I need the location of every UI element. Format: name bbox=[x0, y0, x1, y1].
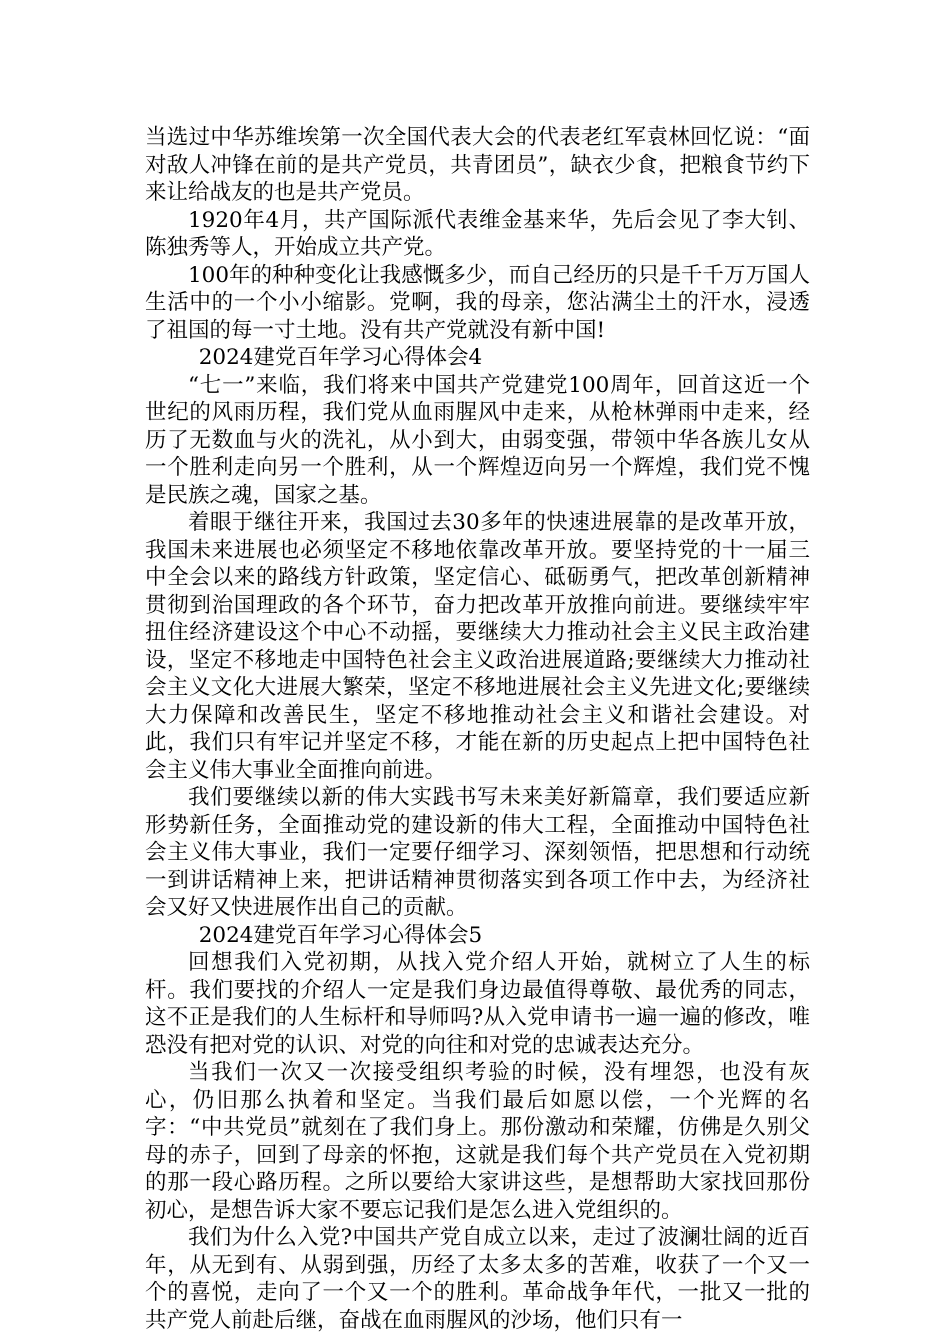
document-page bbox=[145, 124, 810, 1334]
paragraph: 我们为什么入党?中国共产党自成立以来，走过了波澜壮阔的近百年，从无到有、从弱到强，历经了太多太多的苦难，收获了一个又一个的喜悦，走向了一个又一个的胜利。革命战争年代，一批又一批的共产党人前赴后继，奋战在血雨腥风的沙场，他们只有一 bbox=[145, 1225, 810, 1333]
paragraph: “七一”来临，我们将来中国共产党建党100周年，回首这近一个世纪的风雨历程，我们党从血雨腥风中走来，从枪林弹雨中走来，经历了无数血与火的洗礼，从小到大，由弱变强，带领中华各族儿女从一个胜利走向另一个胜利，从一个辉煌迈向另一个辉煌，我们党不愧是民族之魂，国家之基。 bbox=[145, 372, 810, 508]
paragraph: 着眼于继往开来，我国过去30多年的快速进展靠的是改革开放，我国未来进展也必须坚定不移地依靠改革开放。要坚持党的十一届三中全会以来的路线方针政策，坚定信心、砥砺勇气，把改革创新精神贯彻到治国理政的各个环节，奋力把改革开放推向前进。要继续牢牢扭住经济建设这个中心不动摇，要继续大力推动社会主义民主政治建设，坚定不移地走中国特色社会主义政治进展道路;要继续大力推动社会主义文化大进展大繁荣，坚定不移地进展社会主义先进文化;要继续大力保障和改善民生，坚定不移地推动社会主义和谐社会建设。对此，我们只有牢记并坚定不移，才能在新的历史起点上把中国特色社会主义伟大事业全面推向前进。 bbox=[145, 510, 810, 783]
paragraph: 100年的种种变化让我感慨多少，而自己经历的只是千千万万国人生活中的一个小小缩影。党啊，我的母亲，您沾满尘土的汗水，浸透了祖国的每一寸土地。没有共产党就没有新中国! bbox=[145, 262, 810, 343]
paragraph: 回想我们入党初期，从找入党介绍人开始，就树立了人生的标杆。我们要找的介绍人一定是我们身边最值得尊敬、最优秀的同志，这不正是我们的人生标杆和导师吗?从入党申请书一遍一遍的修改，唯恐没有把对党的认识、对党的向往和对党的忠诚表达充分。 bbox=[145, 950, 810, 1058]
paragraph: 当我们一次又一次接受组织考验的时候，没有埋怨，也没有灰心，仍旧那么执着和坚定。当我们最后如愿以偿，一个光辉的名字：“中共党员”就刻在了我们身上。那份激动和荣耀，仿佛是久别父母的赤子，回到了母亲的怀抱，这就是我们每个共产党员在入党初期的那一段心路历程。之所以要给大家讲这些，是想帮助大家找回那份初心，是想告诉大家不要忘记我们是怎么进入党组织的。 bbox=[145, 1060, 810, 1223]
section-heading: 2024建党百年学习心得体会5 bbox=[198, 922, 483, 948]
paragraph: 当选过中华苏维埃第一次全国代表大会的代表老红军袁林回忆说：“面对敌人冲锋在前的是共产党员，共青团员”，缺衣少食，把粮食节约下来让给战友的也是共产党员。 bbox=[145, 125, 810, 205]
paragraph: 我们要继续以新的伟大实践书写未来美好新篇章，我们要适应新形势新任务，全面推动党的建设新的伟大工程，全面推动中国特色社会主义伟大事业，我们一定要仔细学习、深刻领悟，把思想和行动统一到讲话精神上来，把讲话精神贯彻落实到各项工作中去，为经济社会又好又快进展作出自己的贡献。 bbox=[145, 785, 810, 920]
section-heading: 2024建党百年学习心得体会4 bbox=[198, 345, 483, 370]
paragraph: 1920年4月，共产国际派代表维金基来华，先后会见了李大钊、陈独秀等人，开始成立共产党。 bbox=[145, 207, 810, 260]
